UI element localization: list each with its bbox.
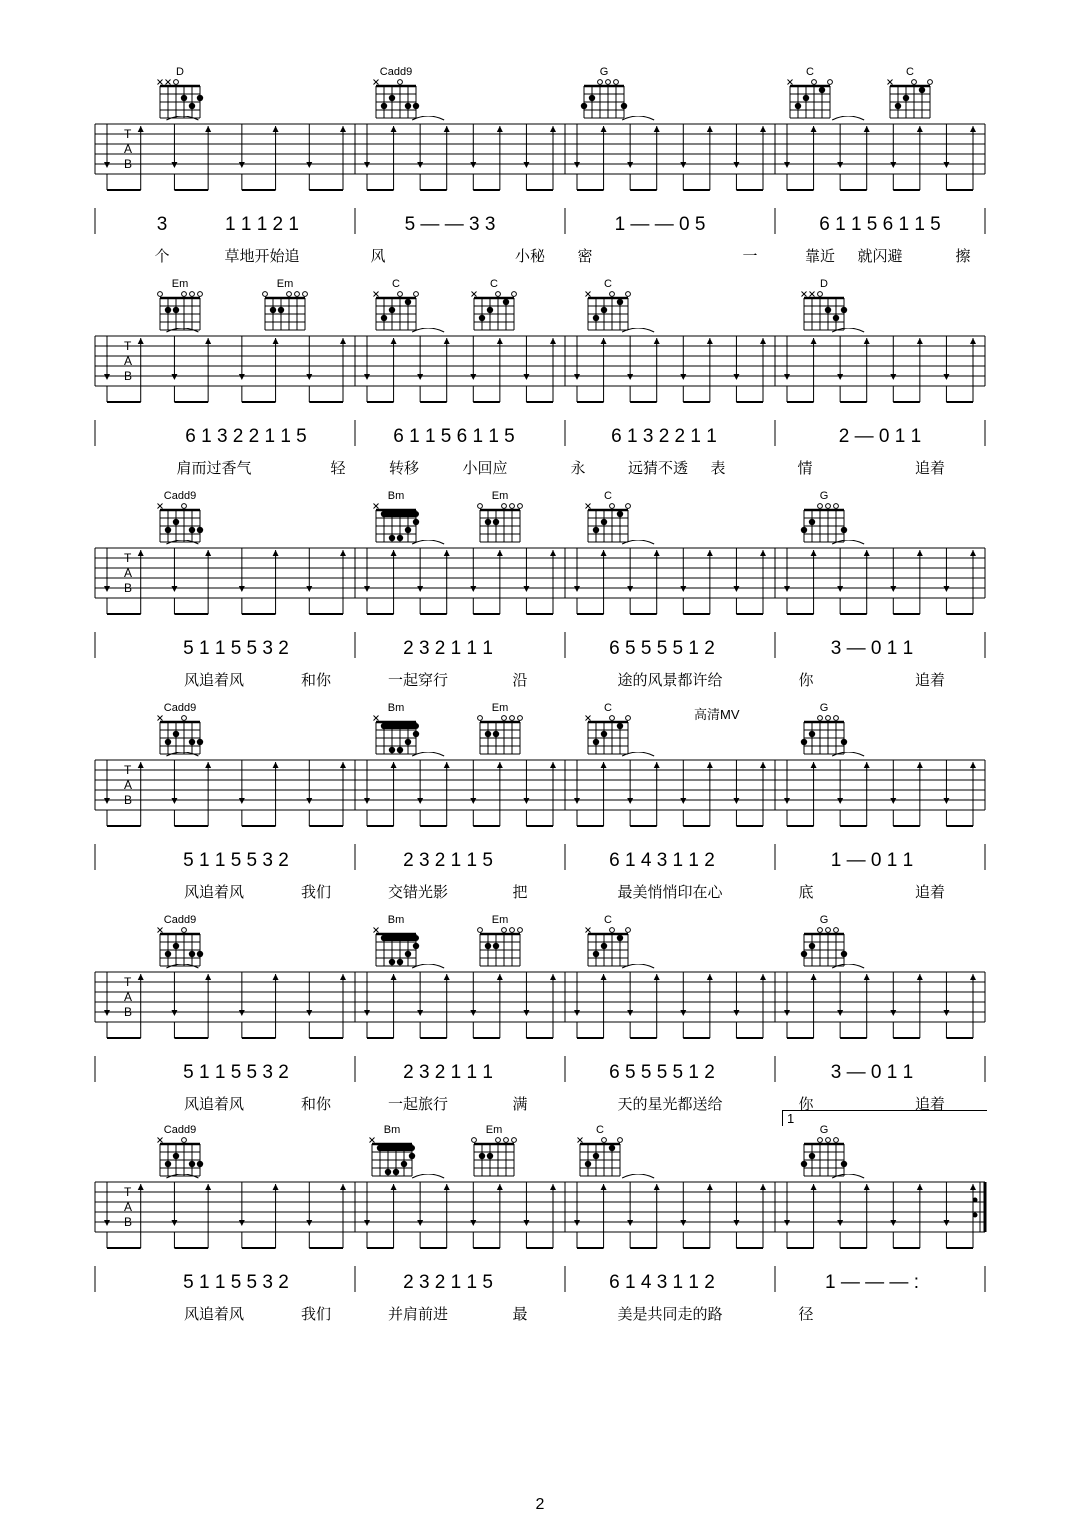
finger-dot	[803, 95, 809, 101]
chord-diagram-g	[794, 1124, 854, 1180]
chord-diagram-g	[794, 702, 854, 758]
jianpu-notes: 6 1 1 5 6 1 1 5	[393, 426, 515, 447]
finger-dot	[413, 731, 419, 737]
finger-dot	[381, 315, 387, 321]
finger-dot	[841, 739, 847, 745]
lyric-text: 追着	[914, 460, 946, 477]
tab-staff	[0, 540, 1080, 680]
lyric-text: 你	[798, 1096, 814, 1113]
jianpu-notes: 2 — 0 1 1	[838, 426, 922, 447]
lyric-text: 风追着风	[183, 1306, 245, 1323]
finger-dot	[503, 299, 509, 305]
finger-dot	[197, 527, 203, 533]
svg-text:T: T	[124, 975, 132, 989]
lyric-text: 小回应	[462, 460, 508, 477]
finger-dot	[405, 951, 411, 957]
jianpu-notes: 2 3 2 1 1 5	[403, 1272, 493, 1293]
finger-dot	[173, 731, 179, 737]
finger-dot	[801, 951, 807, 957]
lyric-text: 靠近	[804, 248, 836, 265]
finger-dot	[601, 731, 607, 737]
volta-bracket: 1	[782, 1110, 987, 1126]
lyric-text: 并肩前进	[387, 1306, 449, 1323]
lyric-text: 风追着风	[183, 884, 245, 901]
lyric-text: 我们	[300, 884, 332, 901]
lyric-text: 就闪避	[857, 248, 903, 265]
finger-dot	[895, 103, 901, 109]
chord-name: C	[906, 66, 914, 78]
chord-diagram-c	[880, 66, 940, 122]
finger-dot	[165, 307, 171, 313]
finger-dot	[809, 731, 815, 737]
finger-dot	[173, 307, 179, 313]
chord-name: C	[604, 702, 612, 714]
jianpu-notes: 1 — — — :	[825, 1272, 919, 1293]
svg-text:B: B	[124, 1005, 133, 1019]
finger-dot	[617, 723, 623, 729]
finger-dot	[585, 1161, 591, 1167]
chord-name: C	[604, 490, 612, 502]
jianpu-notes: 2 3 2 1 1 5	[403, 850, 493, 871]
score-system	[0, 914, 1080, 1124]
lyric-text: 途的风景都许给	[617, 672, 723, 689]
finger-dot	[189, 739, 195, 745]
chord-name: Cadd9	[163, 914, 197, 926]
chord-diagram-g	[794, 914, 854, 970]
jianpu-notes: 6 5 5 5 5 1 2	[609, 638, 715, 659]
finger-dot	[197, 951, 203, 957]
chord-diagram-cadd9	[366, 66, 426, 122]
jianpu-notes: 6 1 1 5 6 1 1 5	[819, 214, 941, 235]
jianpu-notes: 6 1 3 2 2 1 1	[611, 426, 717, 447]
chord-diagram-em	[470, 702, 530, 758]
finger-dot	[270, 307, 276, 313]
score-system	[0, 1124, 1080, 1334]
score-system	[0, 490, 1080, 700]
finger-dot	[841, 951, 847, 957]
finger-dot	[493, 731, 499, 737]
finger-dot	[401, 1161, 407, 1167]
svg-text:T: T	[124, 551, 132, 565]
svg-text:B: B	[124, 1215, 133, 1229]
finger-dot	[601, 307, 607, 313]
finger-dot	[413, 943, 419, 949]
lyric-text: 美是共同走的路	[617, 1306, 723, 1323]
chord-diagram-em	[255, 278, 315, 334]
finger-dot	[609, 1145, 615, 1151]
lyric-text: 一起旅行	[387, 1096, 449, 1113]
finger-dot	[381, 511, 387, 517]
chord-name: Cadd9	[379, 66, 413, 78]
finger-dot	[189, 103, 195, 109]
lyric-text: 风追着风	[183, 1096, 245, 1113]
finger-dot	[819, 87, 825, 93]
finger-dot	[825, 307, 831, 313]
chord-name: Cadd9	[163, 1124, 197, 1136]
finger-dot	[189, 1161, 195, 1167]
tab-staff	[0, 964, 1080, 1104]
finger-dot	[189, 951, 195, 957]
lyric-text: 擦	[955, 248, 971, 265]
svg-text:B: B	[124, 581, 133, 595]
finger-dot	[601, 943, 607, 949]
chord-name: Bm	[387, 914, 405, 926]
finger-dot	[181, 95, 187, 101]
jianpu-notes: 1 — — 0 5	[614, 214, 706, 235]
chord-diagram-em	[150, 278, 210, 334]
finger-dot	[801, 739, 807, 745]
score-system	[0, 702, 1080, 912]
svg-text:T: T	[124, 339, 132, 353]
lyric-text: 和你	[300, 672, 332, 689]
jianpu-notes: 2 3 2 1 1 1	[403, 638, 493, 659]
finger-dot	[189, 527, 195, 533]
tab-staff	[0, 752, 1080, 892]
lyric-text: 最	[512, 1306, 528, 1323]
jianpu-notes: 6 1 4 3 1 1 2	[609, 850, 715, 871]
chord-name: D	[820, 278, 828, 290]
finger-dot	[801, 527, 807, 533]
chord-diagram-bm	[366, 702, 426, 758]
chord-name: Em	[491, 490, 509, 502]
chord-name: Cadd9	[163, 490, 197, 502]
finger-dot	[801, 1161, 807, 1167]
finger-dot	[381, 103, 387, 109]
chord-name: C	[490, 278, 498, 290]
chord-name: D	[176, 66, 184, 78]
finger-dot	[173, 1153, 179, 1159]
finger-dot	[617, 935, 623, 941]
finger-dot	[809, 943, 815, 949]
finger-dot	[381, 935, 387, 941]
jianpu-notes: 1 1 1 2 1	[225, 214, 299, 235]
chord-name: Bm	[387, 490, 405, 502]
chord-diagram-cadd9	[150, 702, 210, 758]
chord-name: Bm	[387, 702, 405, 714]
finger-dot	[841, 307, 847, 313]
jianpu-notes: 3	[156, 214, 168, 235]
lyric-text: 一	[742, 248, 758, 265]
lyric-text: 追着	[914, 672, 946, 689]
finger-dot	[485, 519, 491, 525]
lyric-text: 风追着风	[183, 672, 245, 689]
chord-name: G	[819, 1124, 829, 1136]
finger-dot	[389, 95, 395, 101]
chord-diagram-cadd9	[150, 914, 210, 970]
chord-diagram-c	[578, 278, 638, 334]
lyric-text: 肩而过香气	[176, 460, 252, 477]
finger-dot	[581, 103, 587, 109]
lyric-text: 底	[798, 884, 814, 901]
finger-dot	[197, 95, 203, 101]
finger-dot	[165, 527, 171, 533]
page-number: 2	[535, 1496, 545, 1513]
lyric-text: 最美悄悄印在心	[617, 884, 723, 901]
chord-diagram-bm	[366, 914, 426, 970]
lyric-text: 轻	[330, 460, 346, 477]
chord-diagram-em	[470, 490, 530, 546]
finger-dot	[617, 299, 623, 305]
lyric-text: 风	[370, 248, 386, 265]
finger-dot	[165, 951, 171, 957]
svg-text:A: A	[124, 1200, 133, 1214]
svg-text:B: B	[124, 157, 133, 171]
chord-diagram-g	[574, 66, 634, 122]
watermark-label: 高清MV	[694, 707, 740, 722]
chord-name: Em	[276, 278, 294, 290]
chord-diagram-bm	[366, 490, 426, 546]
lyric-text: 草地开始追	[224, 248, 300, 265]
lyric-text: 远猜不透	[627, 460, 689, 477]
score-system	[0, 278, 1080, 488]
lyric-text: 满	[512, 1096, 528, 1113]
finger-dot	[593, 951, 599, 957]
finger-dot	[377, 1145, 383, 1151]
jianpu-notes: 3 — 0 1 1	[830, 638, 914, 659]
svg-text:A: A	[124, 566, 133, 580]
chord-diagram-c	[464, 278, 524, 334]
chord-name: Em	[171, 278, 189, 290]
svg-text:A: A	[124, 354, 133, 368]
finger-dot	[389, 307, 395, 313]
svg-text:A: A	[124, 142, 133, 156]
finger-dot	[903, 95, 909, 101]
chord-diagram-c	[578, 702, 638, 758]
finger-dot	[405, 103, 411, 109]
jianpu-notes: 6 1 3 2 2 1 1 5	[185, 426, 307, 447]
finger-dot	[841, 1161, 847, 1167]
finger-dot	[479, 315, 485, 321]
lyric-text: 追着	[914, 884, 946, 901]
finger-dot	[197, 739, 203, 745]
finger-dot	[173, 943, 179, 949]
lyric-text: 个	[154, 248, 170, 265]
finger-dot	[593, 315, 599, 321]
chord-diagram-em	[464, 1124, 524, 1180]
finger-dot	[487, 1153, 493, 1159]
jianpu-notes: 5 — — 3 3	[404, 214, 496, 235]
lyric-text: 永	[570, 460, 586, 477]
chord-diagram-c	[366, 278, 426, 334]
svg-text:T: T	[124, 1185, 132, 1199]
chord-diagram-c	[570, 1124, 630, 1180]
finger-dot	[617, 511, 623, 517]
finger-dot	[841, 527, 847, 533]
chord-diagram-d	[150, 66, 210, 122]
finger-dot	[197, 1161, 203, 1167]
lyric-text: 情	[797, 460, 813, 477]
chord-diagram-d	[794, 278, 854, 334]
finger-dot	[919, 87, 925, 93]
jianpu-notes: 6 5 5 5 5 1 2	[609, 1062, 715, 1083]
lyric-text: 把	[512, 884, 528, 901]
chord-name: C	[604, 278, 612, 290]
finger-dot	[173, 519, 179, 525]
chord-diagram-cadd9	[150, 1124, 210, 1180]
finger-dot	[795, 103, 801, 109]
lyric-text: 密	[577, 248, 593, 265]
lyric-text: 表	[710, 460, 726, 477]
lyric-text: 转移	[388, 460, 420, 477]
chord-diagram-em	[470, 914, 530, 970]
lyric-text: 交错光影	[387, 884, 449, 901]
jianpu-notes: 5 1 1 5 5 3 2	[183, 850, 289, 871]
chord-name: Em	[491, 702, 509, 714]
chord-diagram-c	[780, 66, 840, 122]
finger-dot	[493, 943, 499, 949]
chord-name: G	[819, 490, 829, 502]
jianpu-notes: 6 1 4 3 1 1 2	[609, 1272, 715, 1293]
svg-text:B: B	[124, 369, 133, 383]
chord-name: G	[819, 702, 829, 714]
lyric-text: 和你	[300, 1096, 332, 1113]
finger-dot	[278, 307, 284, 313]
jianpu-notes: 3 — 0 1 1	[830, 1062, 914, 1083]
chord-diagram-bm	[362, 1124, 422, 1180]
finger-dot	[165, 1161, 171, 1167]
jianpu-notes: 2 3 2 1 1 1	[403, 1062, 493, 1083]
finger-dot	[405, 299, 411, 305]
chord-name: C	[392, 278, 400, 290]
finger-dot	[479, 1153, 485, 1159]
jianpu-notes: 1 — 0 1 1	[830, 850, 914, 871]
chord-diagram-c	[578, 490, 638, 546]
svg-text:T: T	[124, 127, 132, 141]
lyric-text: 一起穿行	[387, 672, 449, 689]
svg-text:T: T	[124, 763, 132, 777]
jianpu-notes: 5 1 1 5 5 3 2	[183, 1062, 289, 1083]
chord-name: G	[599, 66, 609, 78]
chord-name: Bm	[383, 1124, 401, 1136]
chord-name: Em	[485, 1124, 503, 1136]
finger-dot	[593, 1153, 599, 1159]
finger-dot	[621, 103, 627, 109]
finger-dot	[833, 315, 839, 321]
svg-text:B: B	[124, 793, 133, 807]
chord-name: Cadd9	[163, 702, 197, 714]
finger-dot	[493, 519, 499, 525]
finger-dot	[381, 723, 387, 729]
jianpu-notes: 5 1 1 5 5 3 2	[183, 638, 289, 659]
finger-dot	[405, 527, 411, 533]
lyric-text: 你	[798, 672, 814, 689]
chord-name: C	[806, 66, 814, 78]
jianpu-notes: 5 1 1 5 5 3 2	[183, 1272, 289, 1293]
svg-text:A: A	[124, 778, 133, 792]
chord-name: G	[819, 914, 829, 926]
finger-dot	[593, 739, 599, 745]
chord-diagram-cadd9	[150, 490, 210, 546]
finger-dot	[593, 527, 599, 533]
finger-dot	[485, 943, 491, 949]
finger-dot	[601, 519, 607, 525]
svg-text:A: A	[124, 990, 133, 1004]
finger-dot	[409, 1153, 415, 1159]
finger-dot	[809, 1153, 815, 1159]
finger-dot	[413, 103, 419, 109]
finger-dot	[487, 307, 493, 313]
lyric-text: 天的星光都送给	[617, 1096, 723, 1113]
finger-dot	[405, 739, 411, 745]
chord-name: C	[596, 1124, 604, 1136]
score-system	[0, 66, 1080, 276]
lyric-text: 沿	[512, 672, 528, 689]
lyric-text: 我们	[300, 1306, 332, 1323]
finger-dot	[165, 739, 171, 745]
lyric-text: 径	[798, 1306, 814, 1323]
lyric-text: 追着	[914, 1096, 946, 1113]
chord-name: Em	[491, 914, 509, 926]
lyric-text: 小秘	[514, 248, 546, 265]
finger-dot	[589, 95, 595, 101]
chord-diagram-g	[794, 490, 854, 546]
finger-dot	[485, 731, 491, 737]
chord-name: C	[604, 914, 612, 926]
finger-dot	[809, 519, 815, 525]
finger-dot	[413, 519, 419, 525]
chord-diagram-c	[578, 914, 638, 970]
